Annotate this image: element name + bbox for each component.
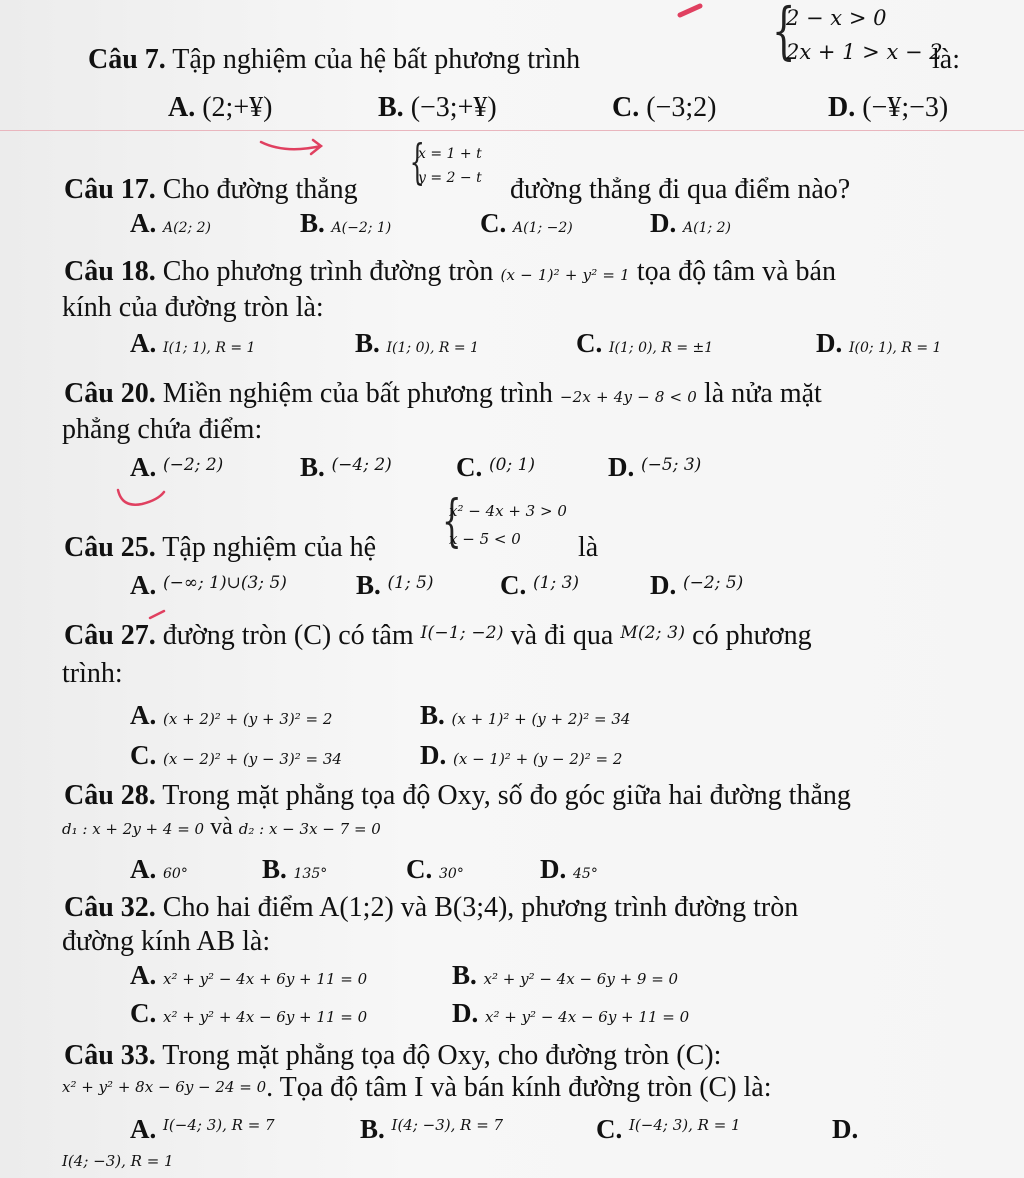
q20-option-a[interactable]: A. $^{(-2; 2)}$: [130, 452, 224, 482]
q27-option-b[interactable]: B. (x + 1)² + (y + 2)² = 34: [420, 700, 631, 730]
q32-option-b[interactable]: B. x² + y² − 4x − 6y + 9 = 0: [452, 960, 679, 990]
q32-line2: đường kính AB là:: [62, 926, 271, 957]
q25-stem: Tập nghiệm của hệ: [162, 532, 377, 563]
q25-option-a[interactable]: A. $^{(-\infty; 1)\cup(3; 5)}$: [130, 570, 287, 600]
pen-mark-q20: [112, 486, 172, 517]
q17-label: Câu 17.: [64, 174, 156, 205]
q32-text: [64, 892, 798, 924]
q25-option-c[interactable]: C. $^{(1; 3)}$: [500, 570, 580, 600]
q28-stem: Trong mặt phẳng tọa độ Oxy, số đo góc giữa hai đường thẳng: [162, 780, 851, 811]
q20-line2: phẳng chứa điểm:: [62, 414, 263, 445]
q7-option-d[interactable]: D. (−¥;−3): [828, 92, 949, 123]
q7-sys2: 2x + 1 > x − 2: [786, 40, 943, 64]
q18-option-c[interactable]: C. I(1; 0), R = ±1: [576, 328, 714, 358]
q25-brace: {: [442, 489, 462, 554]
q27-center: I(−1; −2): [420, 623, 504, 643]
q20-equation: −2x + 4y − 8 < 0: [559, 388, 698, 406]
q17-text: [64, 174, 358, 206]
q18-option-a[interactable]: A. I(1; 1), R = 1: [130, 328, 256, 358]
q17-option-c[interactable]: C. A(1; −2): [480, 208, 573, 238]
q25-label: Câu 25.: [64, 532, 156, 563]
q18-label: Câu 18.: [64, 256, 156, 287]
q7-stem: Tập nghiệm của hệ bất phương trình: [172, 44, 581, 75]
q7-tail: là:: [932, 44, 960, 75]
q18-option-d[interactable]: D. I(0; 1), R = 1: [816, 328, 942, 358]
q7-brace: {: [771, 0, 796, 67]
q17-sys1: x = 1 + t: [418, 146, 482, 162]
q27-option-c[interactable]: C. (x − 2)² + (y − 3)² = 34: [130, 740, 342, 770]
q7-label: Câu 7.: [88, 44, 166, 75]
q28-label: Câu 28.: [64, 780, 156, 811]
q25-text: [64, 532, 376, 564]
q20-option-d[interactable]: D. $^{(-5; 3)}$: [608, 452, 702, 482]
pen-mark-top: [676, 2, 706, 23]
q33-label: Câu 33.: [64, 1040, 156, 1071]
q18-stem: Cho phương trình đường tròn: [162, 256, 494, 287]
q33-option-a[interactable]: A. $^{I(-4; 3), R = 7}$: [130, 1114, 275, 1144]
q20-text: [64, 378, 822, 410]
q17-option-b[interactable]: B. A(−2; 1): [300, 208, 392, 238]
q33-text: [64, 1040, 721, 1072]
q17-stem: Cho đường thẳng: [162, 174, 358, 205]
q25-option-b[interactable]: B. $^{(1; 5)}$: [356, 570, 434, 600]
q17-option-d[interactable]: D. A(1; 2): [650, 208, 732, 238]
q33-option-d[interactable]: D.: [832, 1114, 859, 1144]
q20-option-b[interactable]: B. $^{(-4; 2)}$: [300, 452, 392, 482]
q33-equation: x² + y² + 8x − 6y − 24 = 0: [62, 1078, 267, 1096]
q17-tail: đường thẳng đi qua điểm nào?: [510, 174, 851, 205]
q28-text: [64, 780, 851, 812]
q27-label: Câu 27.: [64, 620, 156, 651]
q18-text: [64, 256, 836, 288]
q33-stem: Trong mặt phẳng tọa độ Oxy, cho đường tròn (C):: [162, 1040, 722, 1071]
q27-mid: và đi qua: [510, 620, 614, 651]
q18-equation: (x − 1)² + y² = 1: [500, 266, 630, 284]
q25-sys1: x² − 4x + 3 > 0: [449, 502, 567, 520]
q32-option-d[interactable]: D. x² + y² − 4x − 6y + 11 = 0: [452, 998, 690, 1028]
q28-option-c[interactable]: C. 30°: [406, 854, 464, 884]
q28-option-d[interactable]: D. 45°: [540, 854, 598, 884]
divider-line: [0, 130, 1024, 131]
q17-sys2: y = 2 − t: [418, 170, 482, 186]
q17-option-a[interactable]: A. A(2; 2): [130, 208, 212, 238]
q32-label: Câu 32.: [64, 892, 156, 923]
q27-option-d[interactable]: D. (x − 1)² + (y − 2)² = 2: [420, 740, 623, 770]
q33-option-c[interactable]: C. $^{I(-4; 3), R = 1}$: [596, 1114, 741, 1144]
q7-option-b[interactable]: B. (−3;+¥): [378, 92, 497, 123]
q27-option-a[interactable]: A. (x + 2)² + (y + 3)² = 2: [130, 700, 333, 730]
q33-option-b[interactable]: B. $^{I(4; -3), R = 7}$: [360, 1114, 504, 1144]
q20-option-c[interactable]: C. $^{(0; 1)}$: [456, 452, 536, 482]
q27-point: M(2; 3): [620, 623, 686, 643]
pen-mark-q7: [255, 136, 335, 165]
q7-sys1: 2 − x > 0: [786, 6, 887, 30]
q28-option-b[interactable]: B. 135°: [262, 854, 328, 884]
q28-d2: d₂ : x − 3x − 7 = 0: [238, 820, 381, 838]
q28-d1: d₁ : x + 2y + 4 = 0: [62, 820, 205, 838]
q18-option-b[interactable]: B. I(1; 0), R = 1: [355, 328, 479, 358]
q7-option-a[interactable]: A. (2;+¥): [168, 92, 273, 123]
q28-and: và: [210, 814, 233, 840]
q28-lines: [62, 814, 381, 841]
q25-tail: là: [578, 532, 599, 563]
q20-label: Câu 20.: [64, 378, 156, 409]
q27-line2: trình:: [62, 658, 123, 689]
q28-option-a[interactable]: A. 60°: [130, 854, 188, 884]
q18-tail: tọa độ tâm và bán: [636, 256, 836, 287]
q7-text: [88, 44, 580, 76]
q33-option-d-value[interactable]: I(4; −3), R = 1: [62, 1152, 174, 1170]
q32-option-a[interactable]: A. x² + y² − 4x + 6y + 11 = 0: [130, 960, 368, 990]
q25-option-d[interactable]: D. $^{(-2; 5)}$: [650, 570, 744, 600]
q32-stem: Cho hai điểm A(1;2) và B(3;4), phương trình đường tròn: [162, 892, 799, 923]
q7-option-c[interactable]: C. (−3;2): [612, 92, 717, 123]
q27-text: [64, 620, 812, 652]
q33-line2: [62, 1072, 772, 1104]
q33-tail: . Tọa độ tâm I và bán kính đường tròn (C) là:: [266, 1072, 772, 1103]
q20-stem: Miền nghiệm của bất phương trình: [162, 378, 553, 409]
q20-tail: là nửa mặt: [704, 378, 822, 409]
q27-tail: có phương: [692, 620, 812, 651]
q32-option-c[interactable]: C. x² + y² + 4x − 6y + 11 = 0: [130, 998, 368, 1028]
q17-brace: {: [409, 134, 425, 190]
q18-line2: kính của đường tròn là:: [62, 292, 324, 323]
q25-sys2: x − 5 < 0: [449, 530, 521, 548]
q27-stem: đường tròn (C) có tâm: [162, 620, 414, 651]
